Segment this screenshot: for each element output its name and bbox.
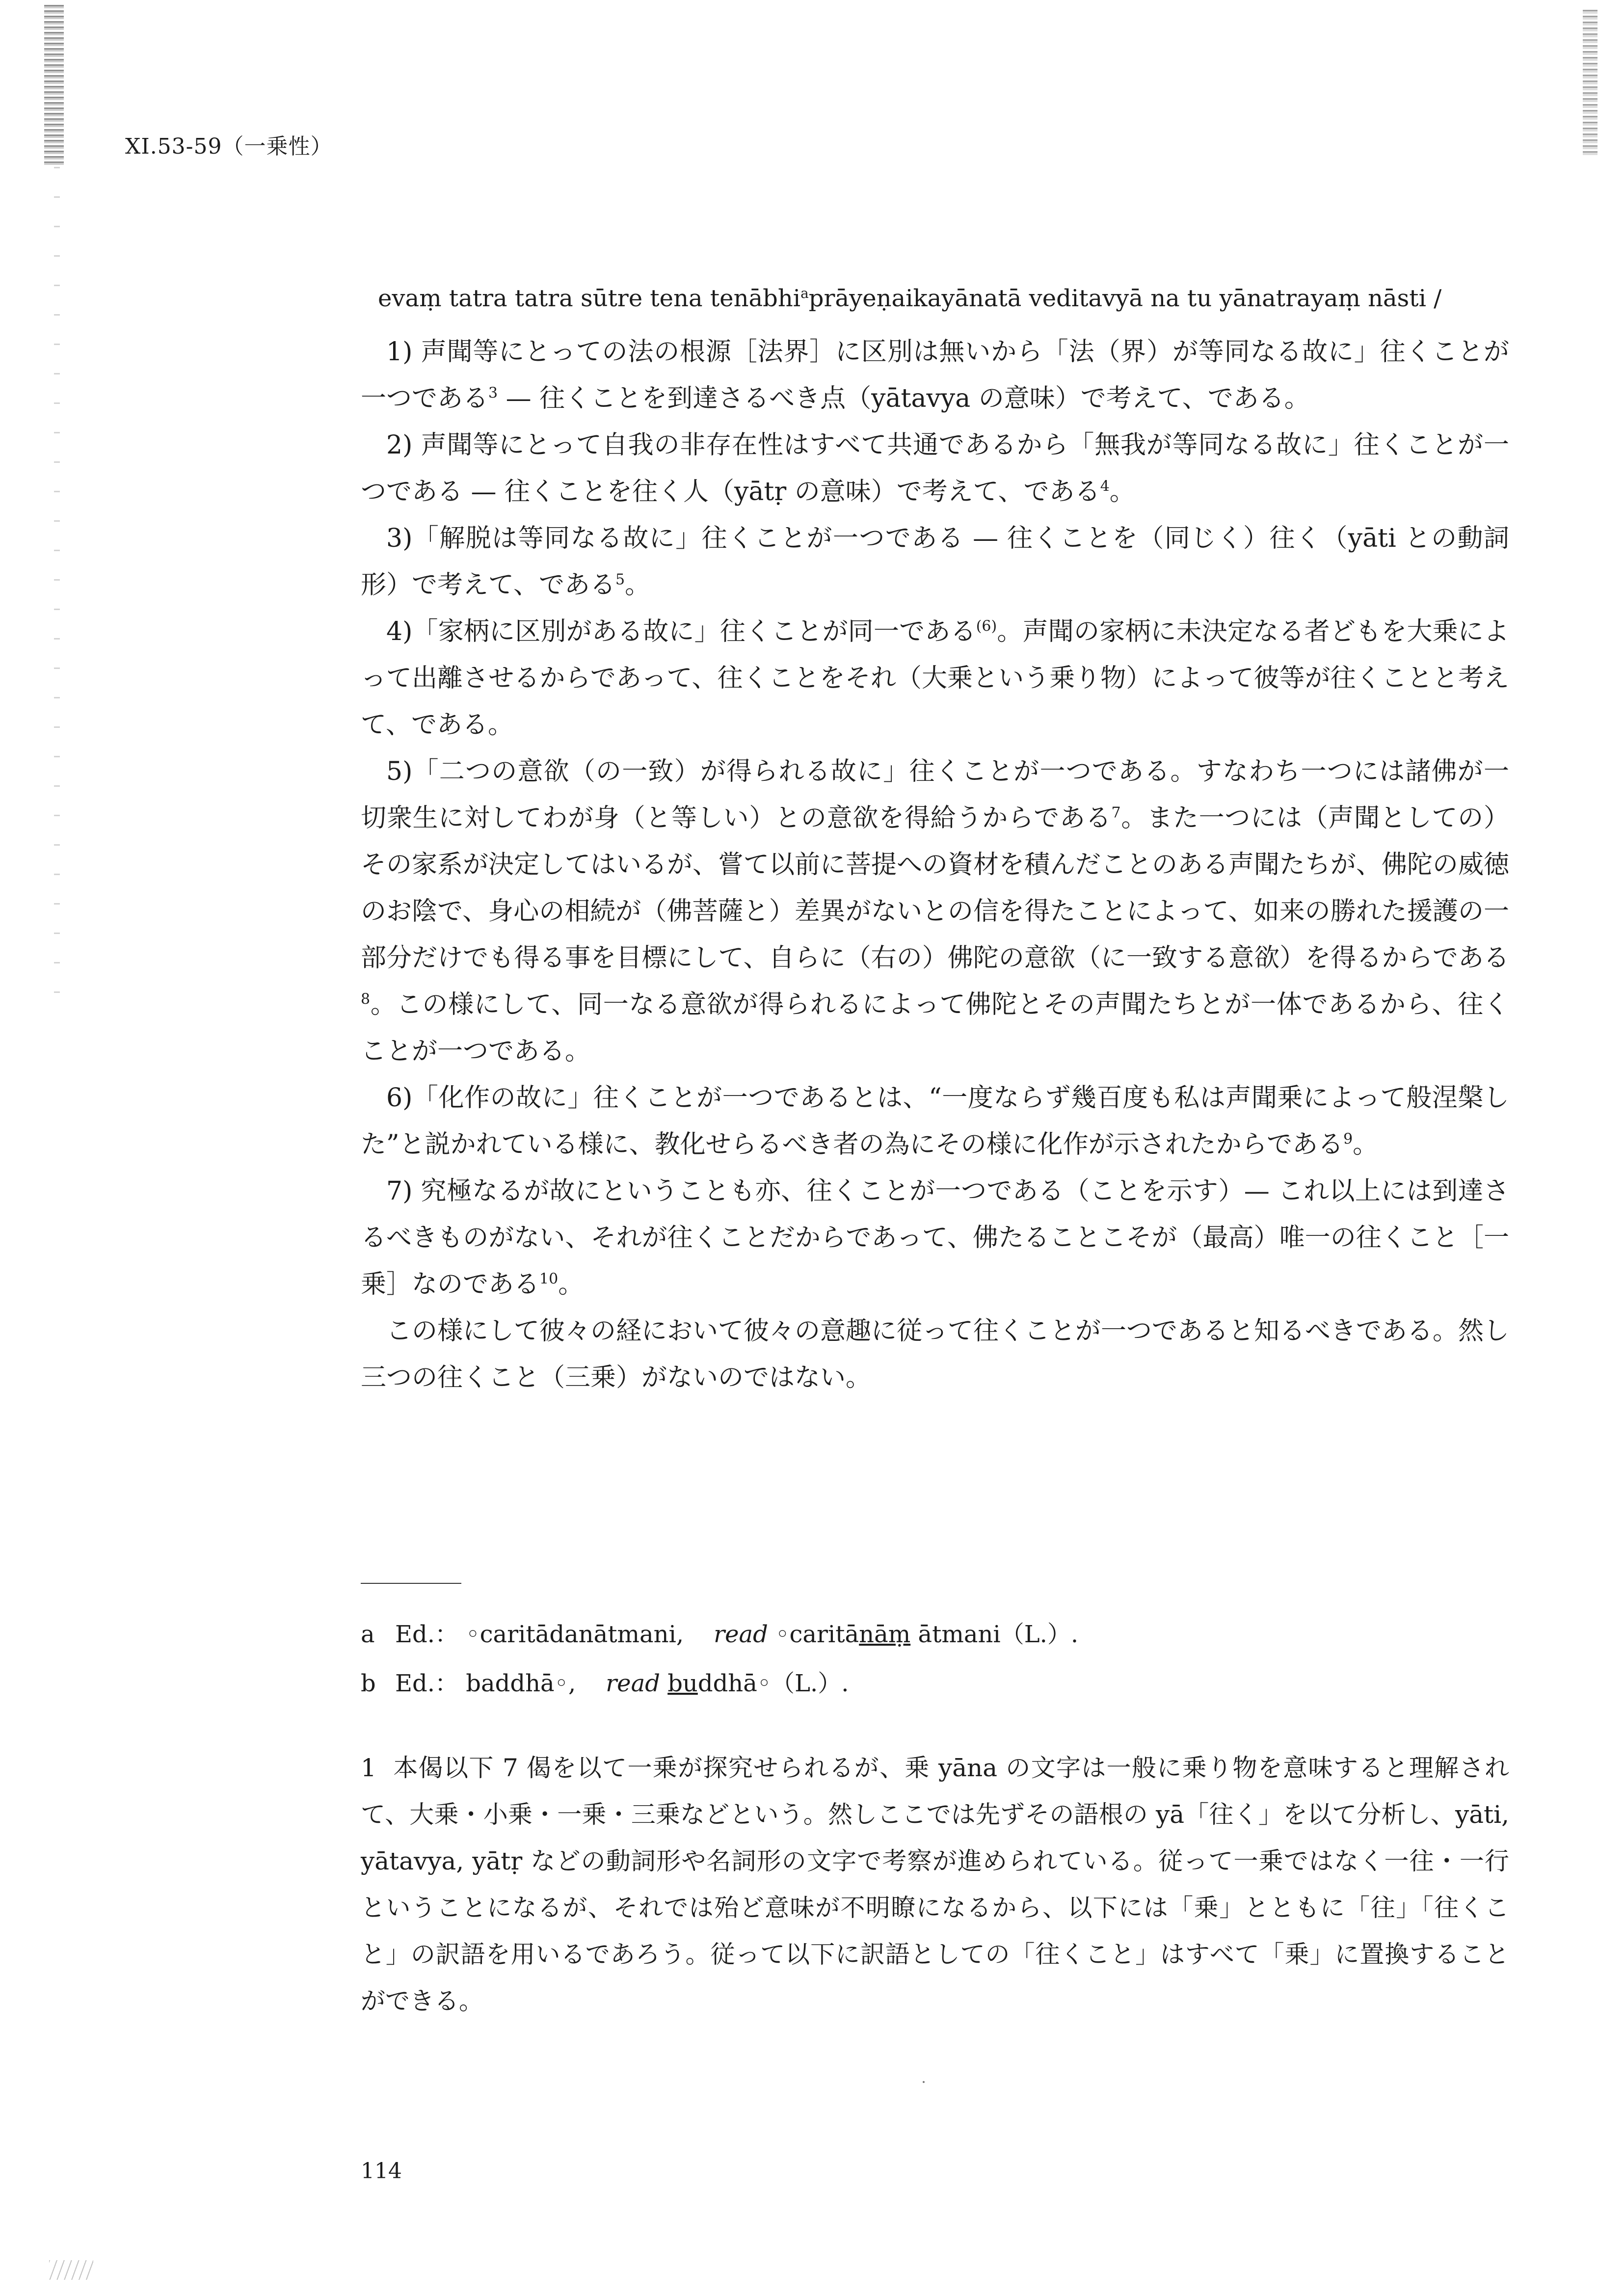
- scan-speck: [923, 2081, 925, 2083]
- footnote-number: 1: [361, 1754, 376, 1782]
- scan-edge-artifact: [49, 2260, 93, 2280]
- footnote-ref: 7: [1111, 804, 1121, 822]
- verse-text: evaṃ tatra tatra sūtre tena tenābhi: [378, 285, 801, 312]
- footnote-text: 本偈以下 7 偈を以て一乗が探究せられるが、乗 yāna の文字は一般に乗り物を意味すると理解されて、大乗・小乗・一乗・三乗などという。然しここでは先ずその語根の yā「往く」を以て分析し、yāti, yātavya, yātṛ などの動詞形や名詞形の文字で考察が進められている。従って一乗ではなく一往・一行ということになるが、それでは殆ど意味が不明瞭になるから、以下には「乗」とともに「往」「往くこと」の訳語を用いるであろう。従って以下に訳語としての「往くこと」はすべて「乗」に置換することができる。: [361, 1754, 1509, 2015]
- footnote-ref: (6): [976, 617, 997, 635]
- note-marker: a: [361, 1621, 375, 1648]
- sanskrit-verse: [378, 285, 1441, 312]
- paragraph-4: 4)「家柄に区別がある故に」往くことが同一である$^{(6)}$。声聞の家柄に未決定なる者どもを大乗によって出離させるからであって、往くことをそれ（大乗という乗り物）によって彼等が往くことと考えて、である。: [361, 617, 1509, 740]
- running-header: XI.53-59（一乗性）: [125, 134, 333, 159]
- scan-edge-artifact: [1583, 10, 1597, 157]
- footnote-ref: 10: [539, 1270, 559, 1288]
- paragraph-2: 2) 声聞等にとって自我の非存在性はすべて共通であるから「無我が等同なる故に」往くことが一つである — 往くことを往く人（yātṛ の意味）で考えて、である$^4$。: [361, 430, 1509, 507]
- verse-text: prāyeṇaikayānatā veditavyā na tu yānatrayaṃ nāsti /: [808, 285, 1442, 312]
- scan-edge-artifact: [44, 5, 64, 167]
- paragraph-8: この様にして彼々の経において彼々の意趣に従って往くことが一つであると知るべきである。然し三つの往くこと（三乗）がないのではない。: [361, 1316, 1510, 1392]
- footnote-ref: 9: [1343, 1130, 1353, 1148]
- footnote-ref: 8: [361, 990, 371, 1008]
- textual-note-b: b Ed.： baddhā◦, read buddhā◦（L.）.: [361, 1659, 1440, 1708]
- paragraph-3: 3)「解脱は等同なる故に」往くことが一つである — 往くことを（同じく）往く（yāti との動詞形）で考えて、である$^5$。: [361, 524, 1509, 600]
- translation-body: [361, 329, 1509, 1401]
- paragraph-7: 7) 究極なるが故にということも亦、往くことが一つである（ことを示す）— これ以上には到達さるべきものがない、それが往くことだからであって、佛たることこそが（最高）唯一の往くこと［一乗］なのである$^{10}$。: [361, 1176, 1509, 1299]
- footnote-ref: 4: [1100, 478, 1110, 495]
- textual-note-marker: a: [800, 285, 809, 301]
- footnote-divider: [361, 1583, 461, 1584]
- footnote-1: [361, 1745, 1509, 2025]
- paragraph-6: 6)「化作の故に」往くことが一つであるとは、“一度ならず幾百度も私は声聞乗によって般涅槃した”と説かれている様に、教化せらるべき者の為にその様に化作が示されたからである$^9$。: [361, 1083, 1509, 1159]
- textual-notes: [361, 1610, 1440, 1708]
- paragraph-5: 5)「二つの意欲（の一致）が得られる故に」往くことが一つである。すなわち一つには諸佛が一切衆生に対してわが身（と等しい）との意欲を得給うからである$^7$。また一つには（声聞としての）その家系が決定してはいるが、嘗て以前に菩提への資材を積んだことのある声聞たちが、佛陀の威徳のお陰で、身心の相続が（佛菩薩と）差異がないとの信を得たことによって、如来の勝れた援護の一部分だけでも得る事を目標にして、自らに（右の）佛陀の意欲（に一致する意欲）を得るからである$^8$。この様にして、同一なる意欲が得られるによって佛陀とその声聞たちとが一体であるから、往くことが一つである。: [361, 757, 1510, 1066]
- textual-note-a: a Ed.： ◦caritādanātmani, read ◦caritānāṃ ātmani（L.）.: [361, 1610, 1440, 1659]
- note-marker: b: [361, 1670, 376, 1697]
- scan-edge-artifact: [54, 167, 60, 1001]
- footnote-ref: 3: [488, 384, 498, 402]
- paragraph-1: 1) 声聞等にとっての法の根源［法界］に区別は無いから「法（界）が等同なる故に」往くことが一つである$^3$ — 往くことを到達さるべき点（yātavya の意味）で考えて、である。: [361, 337, 1509, 413]
- footnote-ref: 5: [615, 571, 625, 588]
- page-number: 114: [361, 2159, 402, 2184]
